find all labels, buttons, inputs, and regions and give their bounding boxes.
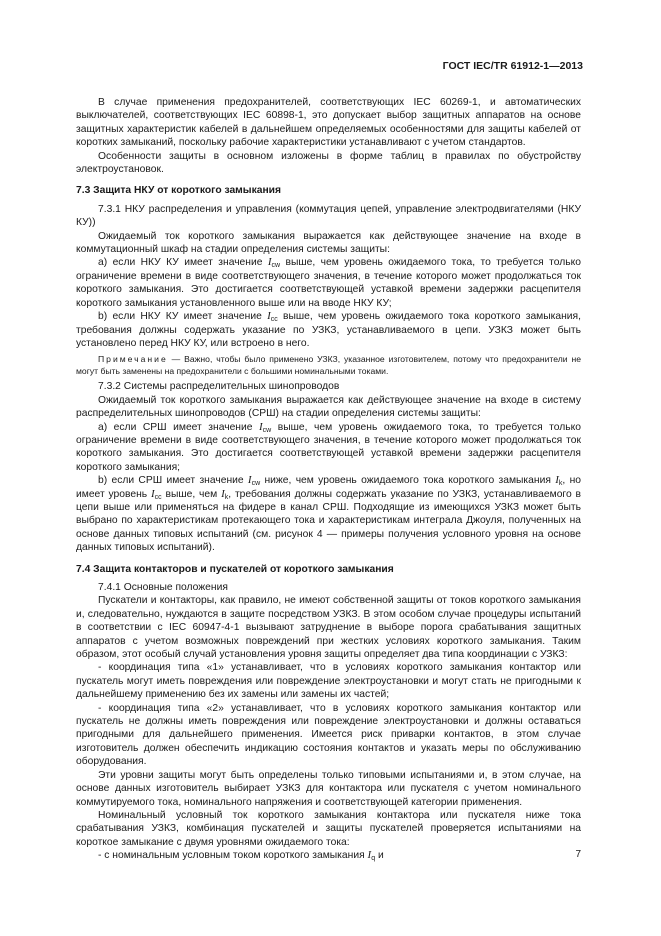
paragraph: Эти уровни защиты могут быть определены только типовыми испытаниями и, в этом случае, на основе данных изготовитель выбирает УЗКЗ для контактора или пускателя с учетом номинального коммутируемого тока, номинального напряжения и соответствующей категории применения. bbox=[76, 769, 581, 808]
paragraph: Пускатели и контакторы, как правило, не имеют собственной защиты от токов короткого замыкания и, следовательно, нуждаются в защите посредством УЗКЗ. В этом особом случае процедуры испытаний в соответствии с IEC 60947-4-1 вызывают затруднение в выборе порога срабатывания защитных аппаратов с учетом возможных повреждений при жестких условиях короткого замыкания. Таким образом, этот особый случай установления уровня защиты определяет два типа координации с УЗКЗ: bbox=[76, 595, 581, 661]
note-label: Примечание bbox=[98, 354, 168, 365]
dash-list-item: - координация типа «2» устанавливает, что в условиях короткого замыкания контактор или пускатель не должны иметь повреждения или повреждение электроустановки и должны оставаться пригодными для дальнейшего применения. Имеется риск приварки контактов, в этом случае изготовитель должен обеспечить индикацию состояния контактов и указать меры по обслуживанию оборудования. bbox=[76, 702, 581, 768]
list-item-b: b) если НКУ КУ имеет значение $I_{cc}$ выше, чем уровень ожидаемого тока короткого замыкания, требования должны содержать указание по УЗКЗ, устанавливаемого в цепи. УЗКЗ может быть установлено перед НКУ КУ, или встроено в него. bbox=[76, 310, 581, 349]
section-heading-7-4: 7.4 Защита контакторов и пускателей от короткого замыкания bbox=[76, 563, 394, 575]
note: Примечание — Важно, чтобы было применено УЗКЗ, указанное изготовителем, потому что предохранители не могут быть заменены на предохранители с большими номинальными токами. bbox=[76, 354, 581, 376]
subsection-heading-7-3-2: 7.3.2 Системы распределительных шинопроводов bbox=[98, 381, 340, 393]
dash-list-item: - координация типа «1» устанавливает, что в условиях короткого замыкания контактор или пускатель могут иметь повреждения или повреждение электроустановки и могут стать не пригодными к дальнейшему применению без их замены или замены их частей; bbox=[76, 662, 581, 701]
paragraph: Особенности защиты в основном изложены в форме таблиц в правилах по обустройству электроустановок. bbox=[76, 150, 581, 176]
document-id-header: ГОСТ IEC/TR 61912-1—2013 bbox=[442, 60, 583, 72]
page-body bbox=[76, 96, 581, 863]
paragraph: Номинальный условный ток короткого замыкания контактора или пускателя ниже тока срабатывания УЗКЗ, комбинация пускателей и защиты пускателей проверяется испытаниями на короткое замыкание с двумя уровнями ожидаемого тока: bbox=[76, 809, 581, 848]
list-item-a: а) если НКУ КУ имеет значение $I_{cw}$ выше, чем уровень ожидаемого тока, то требуется только ограничение времени в виде соответствующего значения, в течение которого может продолжаться ток короткого замыкания. Это достигается соответствующей уставкой времени задержки расцепителя короткого замыкания установленного выше или на вводе НКУ КУ; bbox=[76, 256, 581, 309]
list-item-a: а) если СРШ имеет значение $I_{cw}$ выше, чем уровень ожидаемого тока, то требуется только ограничение времени в виде соответствующего значения, в течение которого может продолжаться ток короткого замыкания. Это достигается соответствующей уставкой времени задержки расцепителя короткого замыкания; bbox=[76, 420, 581, 473]
subsection-heading-7-4-1: 7.4.1 Основные положения bbox=[98, 582, 228, 593]
page-number: 7 bbox=[575, 849, 581, 860]
paragraph: В случае применения предохранителей, соответствующих IEC 60269-1, и автоматических выключателей, соответствующих IEC 60898-1, это допускает выбор защитных аппаратов на основе защитных характеристик кабелей в дальнейшем определяемых особенностями для защиты кабелей от коротких замыканий, поскольку рабочие характеристики устанавливают с учетом стандартов. bbox=[76, 97, 581, 149]
section-heading-7-3: 7.3 Защита НКУ от короткого замыкания bbox=[76, 185, 282, 197]
dash-list-item: - с номинальным условным током короткого замыкания $I_q$ и bbox=[98, 849, 384, 863]
paragraph: Ожидаемый ток короткого замыкания выражается как действующее значение на входе в коммутационный шкаф на стадии определения системы защиты: bbox=[76, 230, 581, 256]
subsection-heading-7-3-1: 7.3.1 НКУ распределения и управления (коммутация цепей, управление электродвигателями (НКУ КУ)) bbox=[76, 203, 581, 229]
paragraph: Ожидаемый ток короткого замыкания выражается как действующее значение на входе в систему распределительных шинопроводов (СРШ) на стадии определения системы защиты: bbox=[76, 394, 581, 420]
list-item-b: b) если СРШ имеет значение $I_{cw}$ ниже, чем уровень ожидаемого тока короткого замыкания $I_k$, но имеет уровень $I_{cc}$ выше, чем $I_k$, требования должны содержать указание по УЗКЗ, устанавливаемого в цепи выше или применяться на фидере в канал СРШ. Подходящие из имеющихся УЗКЗ может быть выбрано по характеристикам протекающего тока и характеристикам интеграла Джоуля, полученных на основе данных типовых испытаний (см. рисунок 4 — примеры получения условного уровня на основе данных типовых испытаний). bbox=[76, 474, 581, 554]
